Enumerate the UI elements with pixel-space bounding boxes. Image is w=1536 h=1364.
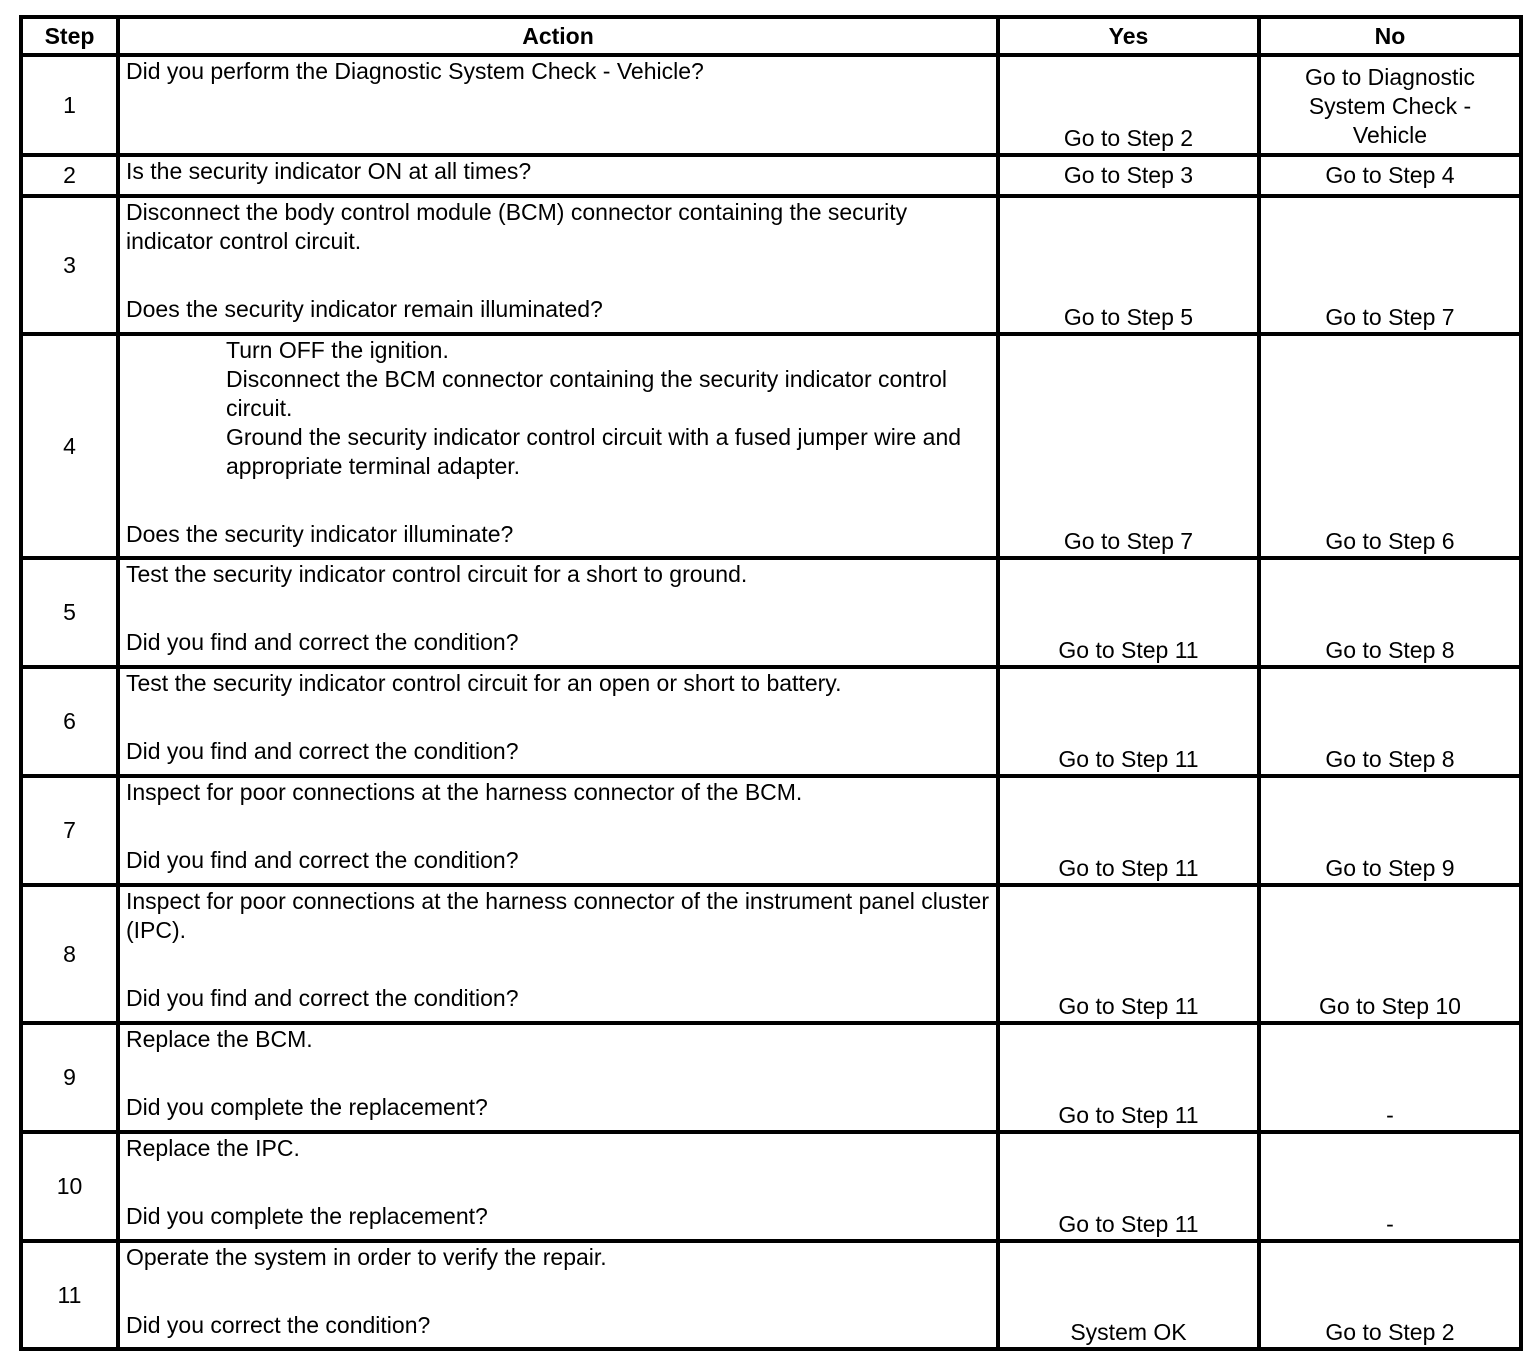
action-text: Operate the system in order to verify the repair.: [126, 1244, 607, 1270]
question-text: Did you complete the replacement?: [126, 1203, 488, 1229]
sub-step: Disconnect the BCM connector containing the security indicator control circuit.: [226, 366, 948, 421]
step-number: 7: [21, 776, 118, 885]
question-text: Did you find and correct the condition?: [126, 629, 519, 655]
no-result: Go to Step 8: [1259, 558, 1521, 667]
yes-result: Go to Step 11: [998, 1132, 1259, 1241]
header-yes: Yes: [998, 17, 1259, 55]
step-number: 11: [21, 1241, 118, 1349]
question-text: Did you find and correct the condition?: [126, 985, 519, 1011]
action-text: Is the security indicator ON at all times?: [126, 158, 532, 184]
step-number: 5: [21, 558, 118, 667]
action-text: Inspect for poor connections at the harness connector of the BCM.: [126, 779, 803, 805]
table-row: [21, 155, 1521, 196]
table-row: [21, 196, 1521, 334]
header-row: [21, 17, 1521, 55]
sub-step: Ground the security indicator control circuit with a fused jumper wire and appropriate terminal adapter.: [226, 424, 962, 479]
action-cell: [118, 776, 998, 885]
header-step: Step: [21, 17, 118, 55]
question-text: Did you find and correct the condition?: [126, 847, 519, 873]
question-text: Does the security indicator illuminate?: [126, 521, 514, 547]
step-number: 8: [21, 885, 118, 1023]
action-text: Disconnect the body control module (BCM) connector containing the security indicator control circuit.: [126, 199, 908, 254]
yes-result: Go to Step 3: [998, 155, 1259, 196]
action-text: Replace the BCM.: [126, 1026, 313, 1052]
yes-result: Go to Step 11: [998, 667, 1259, 776]
yes-result: Go to Step 11: [998, 1023, 1259, 1132]
action-text: Test the security indicator control circuit for an open or short to battery.: [126, 670, 842, 696]
yes-result: Go to Step 11: [998, 776, 1259, 885]
header-no: No: [1259, 17, 1521, 55]
yes-result: Go to Step 2: [998, 55, 1259, 155]
no-result: Go to Step 7: [1259, 196, 1521, 334]
question-text: Does the security indicator remain illuminated?: [126, 296, 603, 322]
step-number: 2: [21, 155, 118, 196]
table-row: [21, 334, 1521, 558]
sub-step: Turn OFF the ignition.: [226, 337, 449, 363]
action-cell: [118, 196, 998, 334]
yes-result: Go to Step 5: [998, 196, 1259, 334]
table-row: [21, 1241, 1521, 1349]
no-result: Go to Step 6: [1259, 334, 1521, 558]
step-number: 9: [21, 1023, 118, 1132]
action-text: Inspect for poor connections at the harness connector of the instrument panel cluster (IPC).: [126, 888, 989, 943]
action-cell: [118, 558, 998, 667]
action-text: Replace the IPC.: [126, 1135, 300, 1161]
table-row: [21, 1023, 1521, 1132]
action-cell: [118, 667, 998, 776]
action-cell: [118, 55, 998, 155]
table-row: [21, 776, 1521, 885]
yes-result: Go to Step 11: [998, 558, 1259, 667]
yes-result: Go to Step 11: [998, 885, 1259, 1023]
action-cell: [118, 155, 998, 196]
no-result: -: [1259, 1132, 1521, 1241]
no-result: Go to Step 9: [1259, 776, 1521, 885]
no-result: -: [1259, 1023, 1521, 1132]
step-number: 3: [21, 196, 118, 334]
no-result: Go to Step 8: [1259, 667, 1521, 776]
step-number: 10: [21, 1132, 118, 1241]
header-action: Action: [118, 17, 998, 55]
question-text: Did you correct the condition?: [126, 1312, 431, 1338]
table-row: [21, 667, 1521, 776]
action-text: Test the security indicator control circuit for a short to ground.: [126, 561, 748, 587]
action-cell: [118, 334, 998, 558]
table-row: [21, 885, 1521, 1023]
diagnostic-table: [19, 15, 1523, 1351]
question-text: Did you complete the replacement?: [126, 1094, 488, 1120]
table-row: [21, 55, 1521, 155]
yes-result: System OK: [998, 1241, 1259, 1349]
step-number: 4: [21, 334, 118, 558]
action-cell: [118, 1132, 998, 1241]
action-text: Did you perform the Diagnostic System Check - Vehicle?: [126, 58, 704, 84]
yes-result: Go to Step 7: [998, 334, 1259, 558]
question-text: Did you find and correct the condition?: [126, 738, 519, 764]
no-result: Go to Step 10: [1259, 885, 1521, 1023]
no-result: Go to Diagnostic System Check - Vehicle: [1259, 55, 1521, 155]
step-number: 1: [21, 55, 118, 155]
no-result: Go to Step 2: [1259, 1241, 1521, 1349]
table-row: [21, 1132, 1521, 1241]
action-cell: [118, 1241, 998, 1349]
table-row: [21, 558, 1521, 667]
no-result: Go to Step 4: [1259, 155, 1521, 196]
action-cell: [118, 885, 998, 1023]
action-cell: [118, 1023, 998, 1132]
step-number: 6: [21, 667, 118, 776]
